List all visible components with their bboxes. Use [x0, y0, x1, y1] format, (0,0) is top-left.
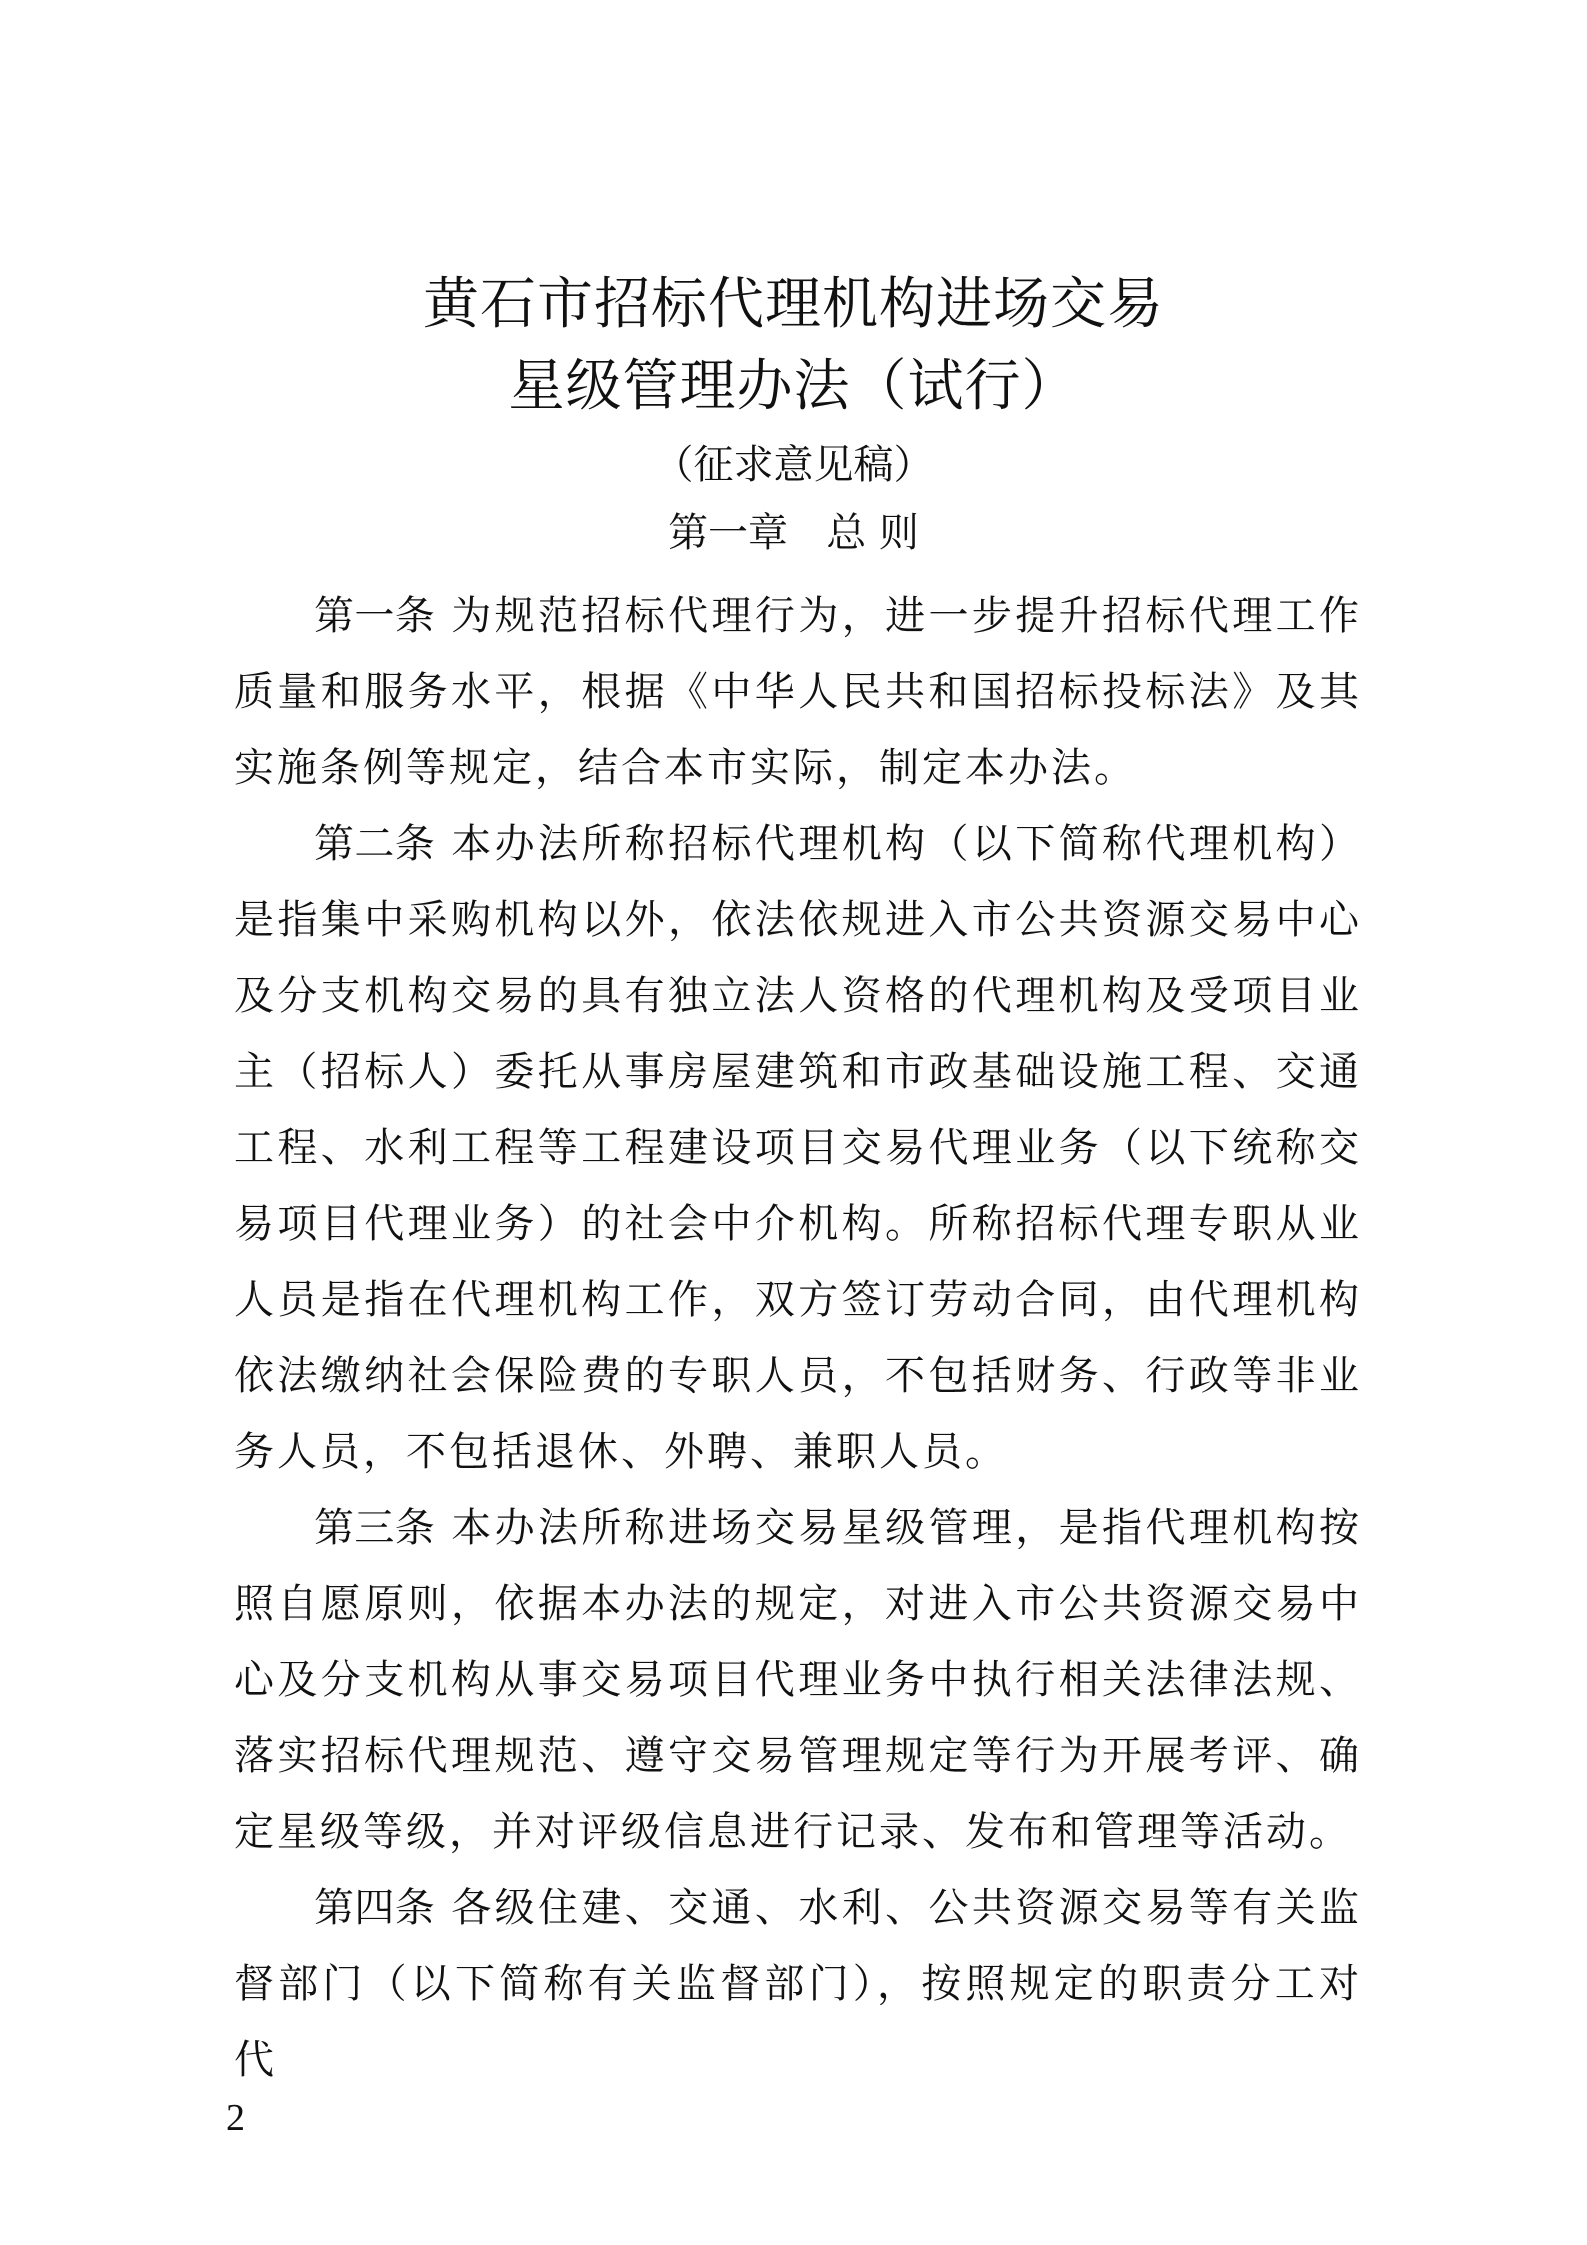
document-subtitle: （征求意见稿） [653, 442, 934, 488]
article-3 [234, 1490, 1362, 1870]
article-text: 本办法所称进场交易星级管理，是指代理机构按照自愿原则，依据本办法的规定，对进入市公共资源交易中心及分支机构从事交易项目代理业务中执行相关法律法规、落实招标代理规范、遵守交易管理规定等行为开展考评、确定星级等级，并对评级信息进行记录、发布和管理等活动。 [234, 1505, 1363, 1855]
article-label: 第二条 [314, 821, 436, 867]
article-text: 各级住建、交通、水利、公共资源交易等有关监督部门（以下简称有关监督部门），按照规定的职责分工对代 [234, 1885, 1363, 2083]
article-2 [234, 806, 1362, 1490]
article-label: 第三条 [314, 1505, 436, 1551]
document-title-line-2: 星级管理办法（试行） [508, 354, 1079, 419]
document-title-line-1: 黄石市招标代理机构进场交易 [423, 272, 1164, 337]
article-1 [234, 578, 1362, 806]
article-text: 本办法所称招标代理机构（以下简称代理机构）是指集中采购机构以外，依法依规进入市公共资源交易中心及分支机构交易的具有独立法人资格的代理机构及受项目业主（招标人）委托从事房屋建筑和市政基础设施工程、交通工程、水利工程等工程建设项目交易代理业务（以下统称交易项目代理业务）的社会中介机构。所称招标代理专职从业人员是指在代理机构工作，双方签订劳动合同，由代理机构依法缴纳社会保险费的专职人员，不包括财务、行政等非业务人员，不包括退休、外聘、兼职人员。 [234, 821, 1363, 1475]
article-text: 为规范招标代理行为，进一步提升招标代理工作质量和服务水平，根据《中华人民共和国招标投标法》及其实施条例等规定，结合本市实际，制定本办法。 [234, 593, 1363, 791]
page-number: 2 [226, 2097, 245, 2139]
article-label: 第一条 [314, 593, 436, 639]
article-4 [234, 1870, 1362, 2098]
document-body [234, 578, 1362, 2098]
chapter-heading: 第一章 总 则 [668, 510, 919, 556]
article-label: 第四条 [314, 1885, 436, 1931]
